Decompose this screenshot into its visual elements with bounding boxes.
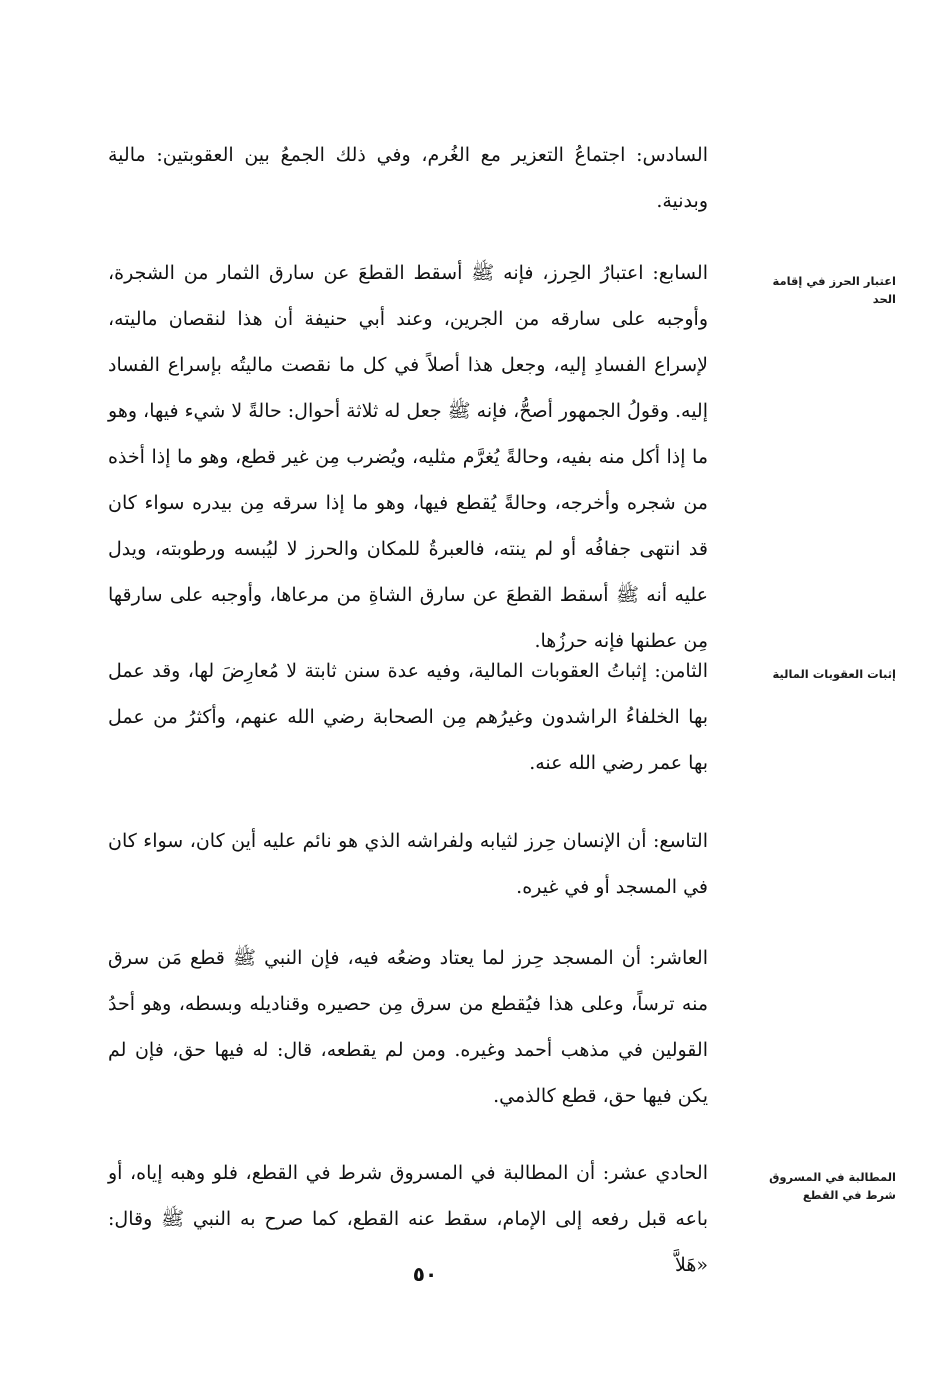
page-number: ٥٠ xyxy=(412,1262,438,1286)
paragraph-seventh xyxy=(108,250,760,664)
paragraph-text: الحادي عشر: أن المطالبة في المسروق شرط في القطع، فلو وهبه إياه، أو باعه قبل رفعه إلى الإمام، سقط عنه القطع، كما صرح به النبي ﷺ وقال: «هَلاَّ xyxy=(108,1162,708,1276)
paragraph-eighth xyxy=(108,648,760,786)
paragraph-sixth xyxy=(108,132,760,224)
paragraph-text: العاشر: أن المسجد حِرز لما يعتاد وضعُه فيه، فإن النبي ﷺ قطع مَن سرق منه ترساً، وعلى هذا فيُقطع من سرق مِن حصيره وقناديله وبسطه، وهو أحدُ القولين في مذهب أحمد وغيره. ومن لم يقطعه، قال: له فيها حق، فإن لم يكن فيها حق، قطع كالذمي. xyxy=(108,947,708,1107)
paragraph-text: السادس: اجتماعُ التعزير مع الغُرم، وفي ذلك الجمعُ بين العقوبتين: مالية وبدنية. xyxy=(108,144,708,212)
margin-note-claim-condition: المطالبة في المسروق شرط في القطع xyxy=(769,1170,896,1202)
paragraph-text: السابع: اعتبارُ الحِرز، فإنه ﷺ أسقط القطعَ عن سارق الثمار من الشجرة، وأوجبه على سارقه من الجرين، وعند أبي حنيفة أن هذا لنقصان ماليته، لإسراع الفسادِ إليه، وجعل هذا أصلاً في كل ما نقصت ماليتُه بإسراع الفساد إليه. وقولُ الجمهور أصحُّ، فإنه ﷺ جعل له ثلاثة أحوال: حالةً لا شيء فيها، وهو ما إذا أكل منه بفيه، وحالةً يُغرَّم مثليه، ويُضرب مِن غير قطع، وهو ما إذا أخذه من شجره وأخرجه، وحالةً يُقطع فيها، وهو ما إذا سرقه مِن بيدره سواء كان قد انتهى جفافُه أو لم ينته، فالعبرةُ للمكان والحرز لا ليُبسه ورطوبته، ويدل عليه أنه ﷺ أسقط القطعَ عن سارق الشاةِ من مرعاها، وأوجبه على سارقها مِن عطنها فإنه حرزُها. xyxy=(108,262,708,652)
margin-note-financial-penalties: إثبات العقوبات المالية xyxy=(772,667,896,681)
paragraph-text: التاسع: أن الإنسان حِرز لثيابه ولفراشه الذي هو نائم عليه أين كان، سواء كان في المسجد أو في غيره. xyxy=(108,830,708,898)
paragraph-tenth xyxy=(108,935,760,1119)
paragraph-ninth xyxy=(108,818,760,910)
paragraph-text: الثامن: إثباتُ العقوبات المالية، وفيه عدة سنن ثابتة لا مُعارِضَ لها، وقد عمل بها الخلفاءُ الراشدون وغيرُهم مِن الصحابة رضي الله عنهم، وأكثرُ من عمل بها عمر رضي الله عنه. xyxy=(108,660,708,774)
margin-note-hirz: اعتبار الحرز في إقامة الحد xyxy=(772,274,896,306)
